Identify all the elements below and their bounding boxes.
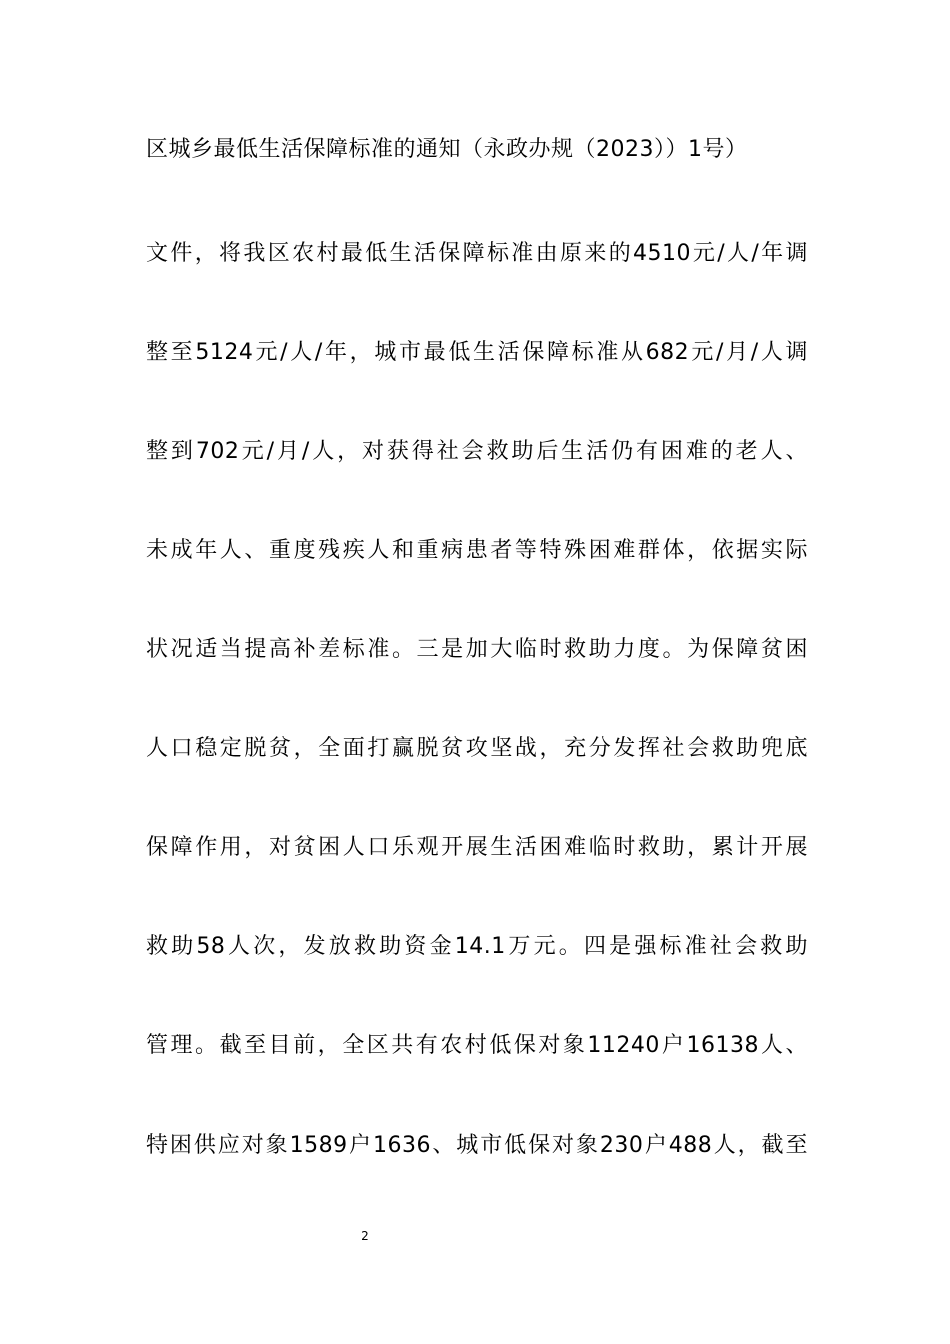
body-text-line-1: 区城乡最低生活保障标准的通知（永政办规（2023））1号） — [146, 137, 748, 162]
body-text-line-5: 未成年人、重度残疾人和重病患者等特殊困难群体，依据实际 — [146, 538, 808, 563]
body-text-line-4: 整到702元/月/人，对获得社会救助后生活仍有困难的老人、 — [146, 439, 808, 464]
body-text-line-11: 特困供应对象1589户1636、城市低保对象230户488人，截至 — [146, 1133, 808, 1158]
body-text-line-7: 人口稳定脱贫，全面打赢脱贫攻坚战，充分发挥社会救助兜底 — [146, 736, 808, 761]
body-text-line-9: 救助58人次，发放救助资金14.1万元。四是强标准社会救助 — [146, 934, 808, 959]
body-text-line-6: 状况适当提高补差标准。三是加大临时救助力度。为保障贫困 — [146, 637, 808, 662]
body-text-line-2: 文件，将我区农村最低生活保障标准由原来的4510元/人/年调 — [146, 241, 808, 266]
body-text-line-8: 保障作用，对贫困人口乐观开展生活困难临时救助，累计开展 — [146, 835, 808, 860]
body-text-line-3: 整至5124元/人/年，城市最低生活保障标准从682元/月/人调 — [146, 340, 808, 365]
body-text-line-10: 管理。截至目前，全区共有农村低保对象11240户16138人、 — [146, 1033, 808, 1058]
page-number: 2 — [361, 1229, 369, 1243]
